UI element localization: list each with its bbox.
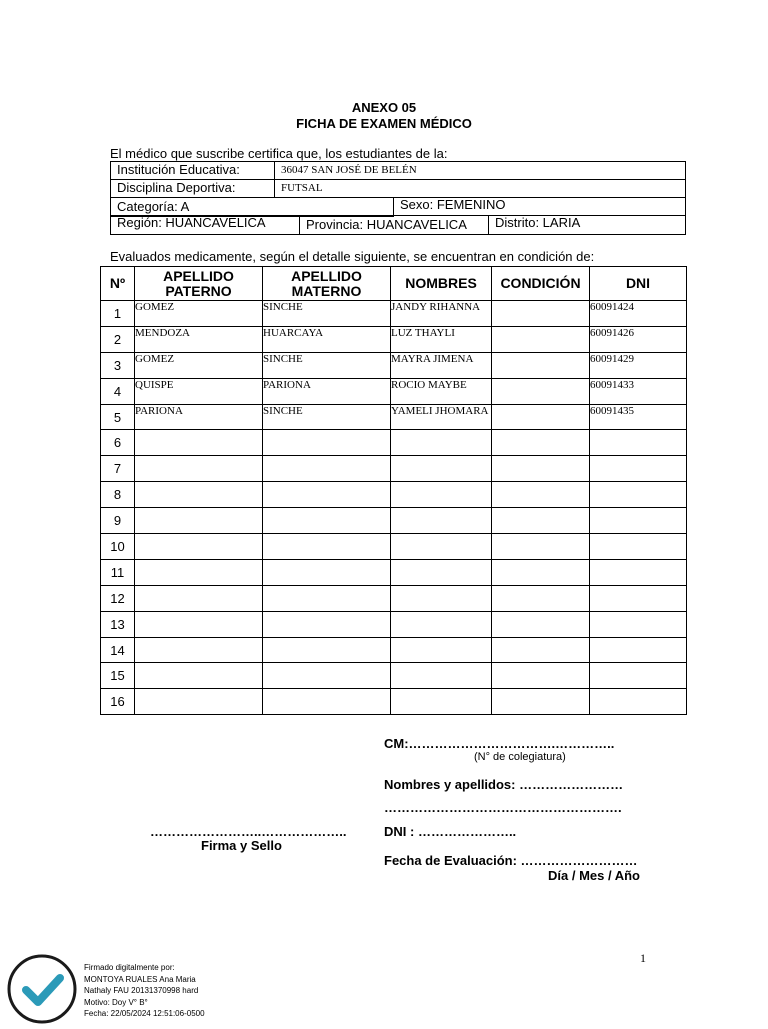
nombres-cell: [391, 508, 492, 534]
signature-line-5: Fecha: 22/05/2024 12:51:06-0500: [84, 1009, 205, 1018]
apellido-materno-cell: SINCHE: [263, 404, 391, 430]
table-row: [101, 456, 687, 482]
disciplina-label: Disciplina Deportiva:: [110, 179, 275, 198]
signature-line-3: Nathaly FAU 20131370998 hard: [84, 986, 199, 995]
signature-line-4: Motivo: Doy V° B°: [84, 997, 148, 1007]
condicion-cell: [492, 456, 590, 482]
nombres-cell: [391, 585, 492, 611]
apellido-materno-cell: [263, 585, 391, 611]
dni-cell: 60091429: [590, 352, 687, 378]
students-table: [100, 266, 687, 715]
nombres-cell: [391, 637, 492, 663]
condicion-cell: [492, 689, 590, 715]
row-number: 2: [101, 326, 135, 352]
dni-cell: [590, 508, 687, 534]
nombres-line: Nombres y apellidos: ……………………: [384, 777, 624, 792]
apellido-paterno-cell: [135, 534, 263, 560]
apellido-materno-cell: [263, 508, 391, 534]
row-number: 5: [101, 404, 135, 430]
table-row: [101, 326, 687, 352]
nombres-cell: [391, 689, 492, 715]
dni-cell: [590, 663, 687, 689]
header-apellido-paterno: APELLIDO PATERNO: [135, 267, 263, 301]
condicion-cell: [492, 637, 590, 663]
nombres-cell: [391, 663, 492, 689]
dni-cell: [590, 534, 687, 560]
dni-cell: [590, 456, 687, 482]
table-row: [101, 404, 687, 430]
disciplina-value: FUTSAL: [274, 179, 686, 198]
categoria-field: Categoría: A: [110, 197, 394, 217]
table-row: [101, 663, 687, 689]
row-number: 11: [101, 559, 135, 585]
nombres-cell: ROCIO MAYBE: [391, 378, 492, 404]
apellido-paterno-cell: [135, 611, 263, 637]
check-circle-icon: [6, 954, 78, 1024]
header-nombres: NOMBRES: [391, 267, 492, 301]
dni-cell: 60091424: [590, 301, 687, 327]
row-number: 9: [101, 508, 135, 534]
dni-cell: [590, 637, 687, 663]
apellido-paterno-cell: [135, 637, 263, 663]
cm-line: CM:…………………………….…………..: [384, 736, 615, 751]
table-row: [101, 534, 687, 560]
nombres-cell: MAYRA JIMENA: [391, 352, 492, 378]
condicion-cell: [492, 352, 590, 378]
row-number: 1: [101, 301, 135, 327]
condicion-cell: [492, 404, 590, 430]
apellido-paterno-cell: [135, 663, 263, 689]
firma-label: Firma y Sello: [201, 838, 282, 853]
dni-cell: [590, 611, 687, 637]
provincia-field: Provincia: HUANCAVELICA: [299, 215, 489, 235]
region-field: Región: HUANCAVELICA: [110, 215, 300, 235]
apellido-materno-cell: [263, 456, 391, 482]
dni-cell: 60091426: [590, 326, 687, 352]
condicion-cell: [492, 430, 590, 456]
apellido-materno-cell: [263, 611, 391, 637]
firma-dotted-line: ……………………..………………..: [150, 824, 347, 839]
apellido-paterno-cell: GOMEZ: [135, 352, 263, 378]
dni-cell: 60091435: [590, 404, 687, 430]
document-title: FICHA DE EXAMEN MÉDICO: [296, 116, 472, 131]
apellido-paterno-cell: [135, 456, 263, 482]
table-row: [101, 508, 687, 534]
dni-cell: 60091433: [590, 378, 687, 404]
condicion-cell: [492, 378, 590, 404]
apellido-paterno-cell: QUISPE: [135, 378, 263, 404]
condicion-cell: [492, 663, 590, 689]
row-number: 4: [101, 378, 135, 404]
table-row: [101, 378, 687, 404]
condicion-cell: [492, 534, 590, 560]
row-number: 16: [101, 689, 135, 715]
apellido-paterno-cell: [135, 585, 263, 611]
table-row: [101, 482, 687, 508]
distrito-field: Distrito: LARIA: [488, 215, 686, 235]
dni-line: DNI : …………………..: [384, 824, 517, 839]
signature-line-1: Firmado digitalmente por:: [84, 963, 175, 972]
apellido-materno-cell: SINCHE: [263, 352, 391, 378]
nombres-cell: [391, 534, 492, 560]
apellido-materno-cell: [263, 689, 391, 715]
nombres-cell: [391, 559, 492, 585]
nombres-cell: YAMELI JHOMARA: [391, 404, 492, 430]
apellido-paterno-cell: GOMEZ: [135, 301, 263, 327]
header-condicion: CONDICIÓN: [492, 267, 590, 301]
nombres-cell: LUZ THAYLI: [391, 326, 492, 352]
apellido-materno-cell: [263, 663, 391, 689]
nombres-cell: [391, 456, 492, 482]
apellido-materno-cell: [263, 430, 391, 456]
institucion-value: 36047 SAN JOSÉ DE BELÉN: [274, 161, 686, 180]
apellido-materno-cell: [263, 482, 391, 508]
nombres-dotted-line: ……………………………………………….: [384, 800, 622, 815]
apellido-materno-cell: [263, 534, 391, 560]
nombres-cell: [391, 611, 492, 637]
nombres-cell: JANDY RIHANNA: [391, 301, 492, 327]
apellido-materno-cell: [263, 637, 391, 663]
table-row: [101, 430, 687, 456]
header-dni: DNI: [590, 267, 687, 301]
header-num: Nº: [101, 267, 135, 301]
condicion-cell: [492, 559, 590, 585]
sexo-field: Sexo: FEMENINO: [393, 197, 686, 216]
row-number: 6: [101, 430, 135, 456]
table-row: [101, 585, 687, 611]
condicion-cell: [492, 482, 590, 508]
dni-cell: [590, 482, 687, 508]
condicion-cell: [492, 301, 590, 327]
apellido-paterno-cell: [135, 482, 263, 508]
row-number: 12: [101, 585, 135, 611]
fecha-line: Fecha de Evaluación: ………………………: [384, 853, 638, 868]
condicion-cell: [492, 611, 590, 637]
row-number: 13: [101, 611, 135, 637]
page-number: 1: [640, 951, 646, 965]
digital-signature-badge: [6, 954, 78, 1024]
dni-cell: [590, 559, 687, 585]
row-number: 15: [101, 663, 135, 689]
apellido-paterno-cell: MENDOZA: [135, 326, 263, 352]
institution-info-box: [110, 161, 686, 235]
annex-label: ANEXO 05: [351, 100, 417, 115]
condicion-cell: [492, 508, 590, 534]
header-apellido-materno: APELLIDO MATERNO: [263, 267, 391, 301]
apellido-paterno-cell: [135, 689, 263, 715]
apellido-paterno-cell: PARIONA: [135, 404, 263, 430]
apellido-paterno-cell: [135, 559, 263, 585]
table-row: [101, 301, 687, 327]
signature-line-2: MONTOYA RUALES Ana Maria: [84, 974, 196, 984]
table-row: [101, 689, 687, 715]
apellido-paterno-cell: [135, 508, 263, 534]
nombres-cell: [391, 482, 492, 508]
dni-cell: [590, 689, 687, 715]
row-number: 10: [101, 534, 135, 560]
table-header-row: [101, 267, 687, 301]
apellido-materno-cell: SINCHE: [263, 301, 391, 327]
row-number: 8: [101, 482, 135, 508]
fecha-format: Día / Mes / Año: [548, 868, 640, 883]
table-row: [101, 611, 687, 637]
colegiatura-note: (N° de colegiatura): [474, 751, 566, 763]
condicion-cell: [492, 326, 590, 352]
digital-signature-text: [84, 962, 205, 1020]
dni-cell: [590, 585, 687, 611]
institucion-label: Institución Educativa:: [110, 161, 275, 180]
intro-text: El médico que suscribe certifica que, los estudiantes de la:: [110, 146, 448, 161]
evaluated-text: Evaluados medicamente, según el detalle siguiente, se encuentran en condición de:: [110, 249, 595, 264]
row-number: 7: [101, 456, 135, 482]
apellido-materno-cell: [263, 559, 391, 585]
table-row: [101, 559, 687, 585]
apellido-paterno-cell: [135, 430, 263, 456]
condicion-cell: [492, 585, 590, 611]
row-number: 3: [101, 352, 135, 378]
table-row: [101, 637, 687, 663]
row-number: 14: [101, 637, 135, 663]
nombres-cell: [391, 430, 492, 456]
dni-cell: [590, 430, 687, 456]
table-row: [101, 352, 687, 378]
apellido-materno-cell: HUARCAYA: [263, 326, 391, 352]
apellido-materno-cell: PARIONA: [263, 378, 391, 404]
